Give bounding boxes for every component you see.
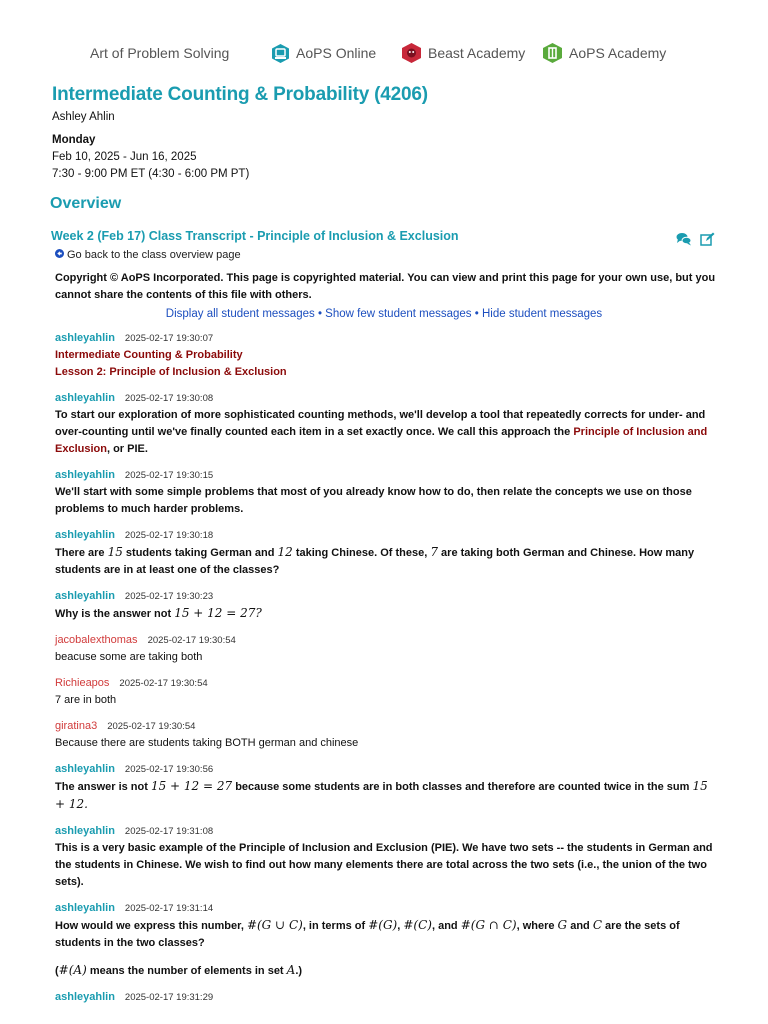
class-dates: Feb 10, 2025 - Jun 16, 2025 [52,151,197,163]
message-timestamp: 2025-02-17 19:30:54 [147,635,236,646]
math-expression: #(G ∩ C) [460,918,517,932]
message-body: To start our exploration of more sophisticated counting methods, we'll develop a tool that repeatedly corrects for under- and over-counting until we've finally counted each item in a set exactly once. We call this approach the Principle of Inclusion and Exclusion, or PIE. [55,409,708,455]
message-timestamp: 2025-02-17 19:30:56 [124,764,214,775]
message-timestamp: 2025-02-17 19:31:29 [124,992,214,1003]
instructor-name: Ashley Ahlin [52,111,115,123]
math-expression: C [592,918,602,932]
math-expression: A [286,963,296,977]
message-timestamp: 2025-02-17 19:30:23 [124,591,214,602]
nav-aops-online-link[interactable] [271,38,376,68]
message [55,675,720,709]
arrow-circle-left-icon [55,249,64,261]
nav-beast-label: Beast Academy [428,45,526,61]
nav-aops-academy-link[interactable] [542,38,666,68]
transcript-tools [676,232,715,251]
math-expression: #(G) [368,918,398,932]
message-timestamp: 2025-02-17 19:31:14 [124,903,214,914]
back-to-overview-link[interactable] [55,249,241,261]
message-body: The answer is not 15 + 12 = 27 because some students are in both classes and therefore are counted twice in the sum 15 + 12. [55,779,708,811]
aops-academy-logo-icon [542,42,563,64]
message-body: Intermediate Counting & Probability Lesson 2: Principle of Inclusion & Exclusion [55,349,287,378]
message-author[interactable]: ashleyahlin [55,590,115,602]
message [55,761,720,814]
math-expression: 15 + 12 = 27 [150,779,233,793]
message-body: Why is the answer not 15 + 12 = 27? [55,606,262,620]
message-author[interactable]: ashleyahlin [55,392,115,404]
message-timestamp: 2025-02-17 19:30:54 [119,678,208,689]
message [55,390,720,458]
message-timestamp: 2025-02-17 19:30:15 [124,470,214,481]
aops-online-logo-icon [271,43,290,64]
nav-beast-academy-link[interactable] [401,38,525,68]
nav-brand-label: Art of Problem Solving [90,45,230,61]
message-author[interactable]: giratina3 [55,720,98,732]
math-expression: 15 + 12. [55,779,708,811]
message-author[interactable]: ashleyahlin [55,991,115,1003]
message-body: 7 are in both [55,694,117,706]
message-author[interactable]: ashleyahlin [55,529,115,541]
message-display-options [0,308,768,320]
back-link-label: Go back to the class overview page [67,249,241,261]
message-body: We'll start with some simple problems that most of you already know how to do, then relate the concepts we use on those problems to much harder problems. [55,486,692,515]
message [55,718,720,752]
class-day: Monday [52,134,96,146]
message-author[interactable]: jacobalexthomas [55,634,138,646]
transcript-messages [55,330,720,1015]
math-expression: #(A) [58,963,87,977]
math-expression: 15 + 12 = 27? [174,606,262,620]
math-expression: G [557,918,568,932]
message-body: There are 15 students taking German and 12 taking Chinese. Of these, 7 are taking both German and Chinese. How many students are in at least one of the classes? [55,545,695,576]
message [55,989,720,1006]
chat-bubbles-icon[interactable] [676,232,692,251]
message-body: beacuse some are taking both [55,651,203,663]
message-body: How would we express this number, #(G ∪ C), in terms of #(G), #(C), and #(G ∩ C), where G and C are the sets of students in the two classes? [55,918,680,949]
message-author[interactable]: Richieapos [55,677,110,689]
message-author[interactable]: ashleyahlin [55,902,115,914]
nav-aops-home-link[interactable] [90,38,229,68]
display-all-messages-link[interactable]: Display all student messages [165,308,315,320]
overview-heading: Overview [50,195,122,212]
class-time: 7:30 - 9:00 PM ET (4:30 - 6:00 PM PT) [52,168,250,180]
message [55,330,720,381]
message [55,467,720,518]
message-timestamp: 2025-02-17 19:30:07 [124,333,214,344]
message-timestamp: 2025-02-17 19:31:08 [124,826,214,837]
message [55,632,720,666]
course-title: Intermediate Counting & Probability (4206) [52,84,428,105]
message [55,588,720,623]
math-expression: #(C) [403,918,432,932]
edit-note-icon[interactable] [700,232,715,251]
message-timestamp: 2025-02-17 19:30:54 [107,721,196,732]
message [55,900,720,980]
message-author[interactable]: ashleyahlin [55,469,115,481]
top-navigation [0,38,768,68]
beast-academy-logo-icon [401,42,422,64]
copyright-notice: Copyright © AoPS Incorporated. This page is copyrighted material. You can view and print this page for your own use, but you cannot share the contents of this file with others. [55,272,716,301]
message [55,527,720,579]
math-expression: #(G ∪ C) [246,918,303,932]
hide-messages-link[interactable]: Hide student messages [482,308,603,320]
pie-highlight-text: Principle of Inclusion and Exclusion [55,426,708,455]
nav-online-label: AoPS Online [296,45,377,61]
message-author[interactable]: ashleyahlin [55,763,115,775]
message-timestamp: 2025-02-17 19:30:18 [124,530,214,541]
separator: • [474,308,479,320]
message-body: This is a very basic example of the Principle of Inclusion and Exclusion (PIE). We have two sets -- the students in German and the students in Chinese. We wish to find out how many elements there are total across the two sets (i.e., the union of the two sets). [55,842,713,888]
message-author[interactable]: ashleyahlin [55,825,115,837]
separator: • [317,308,322,320]
message-note: (#(A) means the number of elements in set A.) [55,963,303,977]
message-timestamp: 2025-02-17 19:30:08 [124,393,214,404]
message-body: Because there are students taking BOTH german and chinese [55,737,359,749]
show-few-messages-link[interactable]: Show few student messages [325,308,472,320]
message-author[interactable]: ashleyahlin [55,332,115,344]
message [55,823,720,891]
nav-academy-label: AoPS Academy [569,45,667,61]
transcript-title: Week 2 (Feb 17) Class Transcript - Principle of Inclusion & Exclusion [51,229,459,243]
